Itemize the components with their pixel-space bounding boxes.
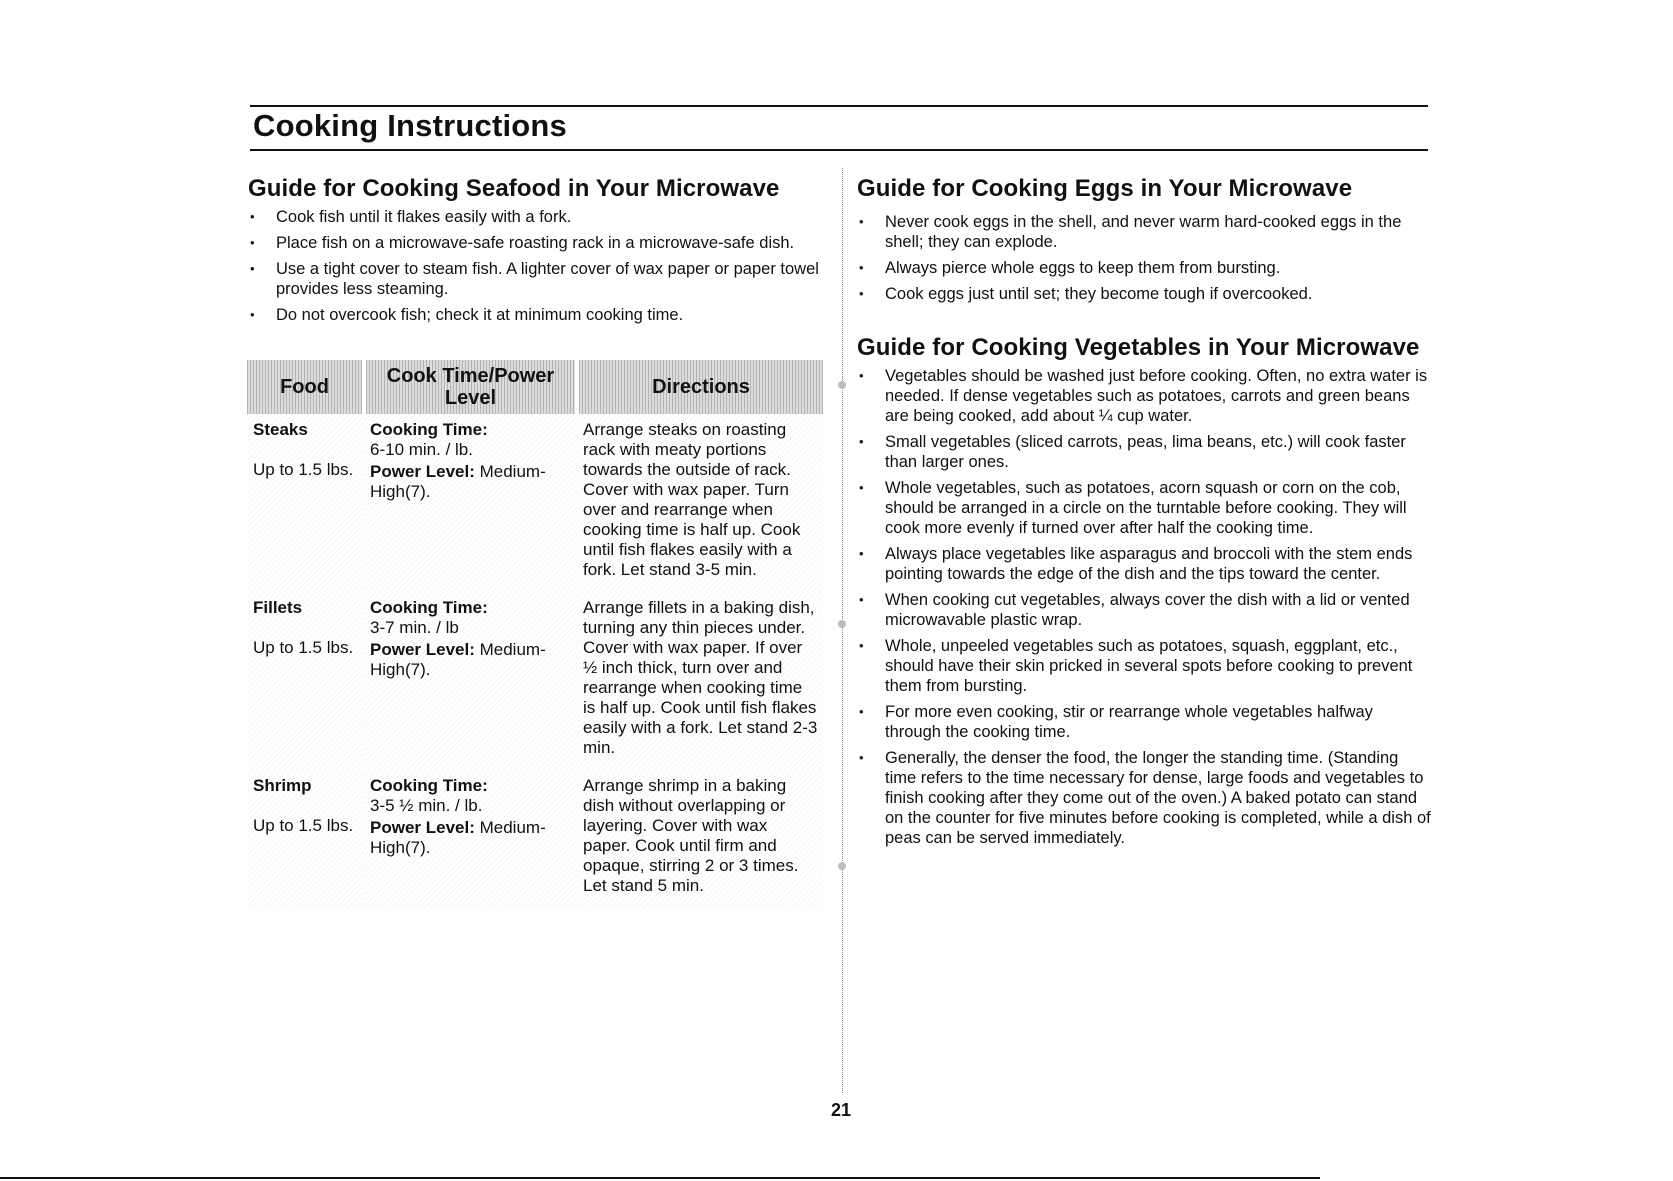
power-level-block bbox=[370, 462, 573, 502]
cook-time-cell bbox=[364, 770, 577, 908]
vegetables-bullet: • Vegetables should be washed just before cooking. Often, no extra water is needed. If dense vegetables such as potatoes, carrots and green beans are being cooked, add about ¼ cup water. bbox=[857, 366, 1431, 426]
vegetables-bullet: • For more even cooking, stir or rearrange whole vegetables halfway through the cooking time. bbox=[857, 702, 1431, 742]
table-row bbox=[247, 592, 823, 770]
cook-time-label: Cooking Time: bbox=[370, 776, 488, 795]
power-level-label: Power Level: bbox=[370, 818, 475, 837]
food-quantity: Up to 1.5 lbs. bbox=[253, 460, 354, 479]
power-level-value: Medium-High(7). bbox=[370, 462, 546, 501]
seafood-bullet: • Cook fish until it flakes easily with a fork. bbox=[248, 207, 828, 227]
power-level-value: Medium-High(7). bbox=[370, 640, 546, 679]
food-cell bbox=[247, 592, 364, 770]
vegetables-bullet: • Small vegetables (sliced carrots, peas, lima beans, etc.) will cook faster than larger ones. bbox=[857, 432, 1431, 472]
vegetables-bullet: • Whole, unpeeled vegetables such as potatoes, squash, eggplant, etc., should have their skin pricked in several spots before cooking to prevent them from bursting. bbox=[857, 636, 1431, 696]
eggs-heading: Guide for Cooking Eggs in Your Microwave bbox=[857, 175, 1353, 202]
food-name: Shrimp bbox=[253, 776, 312, 795]
title-rule bbox=[250, 149, 1428, 151]
margin-dot bbox=[838, 620, 846, 628]
table-row bbox=[247, 770, 823, 908]
seafood-bullet: • Place fish on a microwave-safe roasting rack in a microwave-safe dish. bbox=[248, 233, 828, 253]
seafood-bullet-list bbox=[248, 207, 828, 331]
column-divider bbox=[842, 168, 843, 1093]
cook-time-label: Cooking Time: bbox=[370, 598, 488, 617]
cook-time-value: 3-7 min. / lb bbox=[370, 618, 459, 637]
table-header-directions: Directions bbox=[577, 360, 823, 414]
vegetables-heading: Guide for Cooking Vegetables in Your Microwave bbox=[857, 334, 1420, 361]
page-title: Cooking Instructions bbox=[253, 108, 567, 143]
page-number: 21 bbox=[830, 1100, 852, 1120]
seafood-heading: Guide for Cooking Seafood in Your Microwave bbox=[248, 175, 780, 202]
food-name: Steaks bbox=[253, 420, 308, 439]
food-name: Fillets bbox=[253, 598, 303, 617]
vegetables-bullet: • Always place vegetables like asparagus and broccoli with the stem ends pointing towards the edge of the dish and the tips toward the center. bbox=[857, 544, 1431, 584]
power-level-block bbox=[370, 818, 573, 858]
seafood-bullet: • Do not overcook fish; check it at minimum cooking time. bbox=[248, 305, 828, 325]
food-quantity: Up to 1.5 lbs. bbox=[253, 638, 354, 657]
bottom-rule bbox=[0, 1177, 1320, 1179]
cook-time-cell bbox=[364, 592, 577, 770]
power-level-value: Medium-High(7). bbox=[370, 818, 546, 857]
food-cell bbox=[247, 770, 364, 908]
table-row bbox=[247, 414, 823, 592]
food-quantity: Up to 1.5 lbs. bbox=[253, 816, 354, 835]
seafood-cooking-table bbox=[247, 360, 823, 908]
vegetables-bullet: • When cooking cut vegetables, always cover the dish with a lid or vented microwavable plastic wrap. bbox=[857, 590, 1431, 630]
vegetables-bullet: • Whole vegetables, such as potatoes, acorn squash or corn on the cob, should be arranged in a circle on the turntable before cooking. They will cook more evenly if turned over after half the cooking time. bbox=[857, 478, 1431, 538]
table-header-cook-time: Cook Time/Power Level bbox=[364, 360, 577, 414]
cook-time-value: 3-5 ½ min. / lb. bbox=[370, 796, 483, 815]
cook-time-cell bbox=[364, 414, 577, 592]
power-level-label: Power Level: bbox=[370, 462, 475, 481]
table-header-row bbox=[247, 360, 823, 414]
power-level-block bbox=[370, 640, 573, 680]
margin-dot bbox=[838, 381, 846, 389]
seafood-bullet: • Use a tight cover to steam fish. A lighter cover of wax paper or paper towel provides less steaming. bbox=[248, 259, 828, 299]
margin-dot bbox=[838, 862, 846, 870]
power-level-label: Power Level: bbox=[370, 640, 475, 659]
food-cell bbox=[247, 414, 364, 592]
directions-cell: Arrange fillets in a baking dish, turning any thin pieces under. Cover with wax paper. If over ½ inch thick, turn over and rearrange when cooking time is half up. Cook until fish flakes easily with a fork. Let stand 2-3 min. bbox=[577, 592, 823, 770]
eggs-bullet: • Never cook eggs in the shell, and never warm hard-cooked eggs in the shell; they can explode. bbox=[857, 212, 1431, 252]
eggs-bullet-list bbox=[857, 212, 1431, 310]
directions-cell: Arrange steaks on roasting rack with meaty portions towards the outside of rack. Cover with wax paper. Turn over and rearrange when cooking time is half up. Cook until fish flakes easily with a fork. Let stand 3-5 min. bbox=[577, 414, 823, 592]
eggs-bullet: • Always pierce whole eggs to keep them from bursting. bbox=[857, 258, 1431, 278]
cook-time-label: Cooking Time: bbox=[370, 420, 488, 439]
table-header-food: Food bbox=[247, 360, 364, 414]
eggs-bullet: • Cook eggs just until set; they become tough if overcooked. bbox=[857, 284, 1431, 304]
directions-cell: Arrange shrimp in a baking dish without overlapping or layering. Cover with wax paper. Cook until firm and opaque, stirring 2 or 3 times. Let stand 5 min. bbox=[577, 770, 823, 908]
cook-time-value: 6-10 min. / lb. bbox=[370, 440, 473, 459]
vegetables-bullet-list bbox=[857, 366, 1431, 854]
vegetables-bullet: • Generally, the denser the food, the longer the standing time. (Standing time refers to the time necessary for dense, large foods and vegetables to finish cooking after they come out of the oven.) A baked potato can stand on the counter for five minutes before cooking is completed, while a dish of peas can be served immediately. bbox=[857, 748, 1431, 848]
